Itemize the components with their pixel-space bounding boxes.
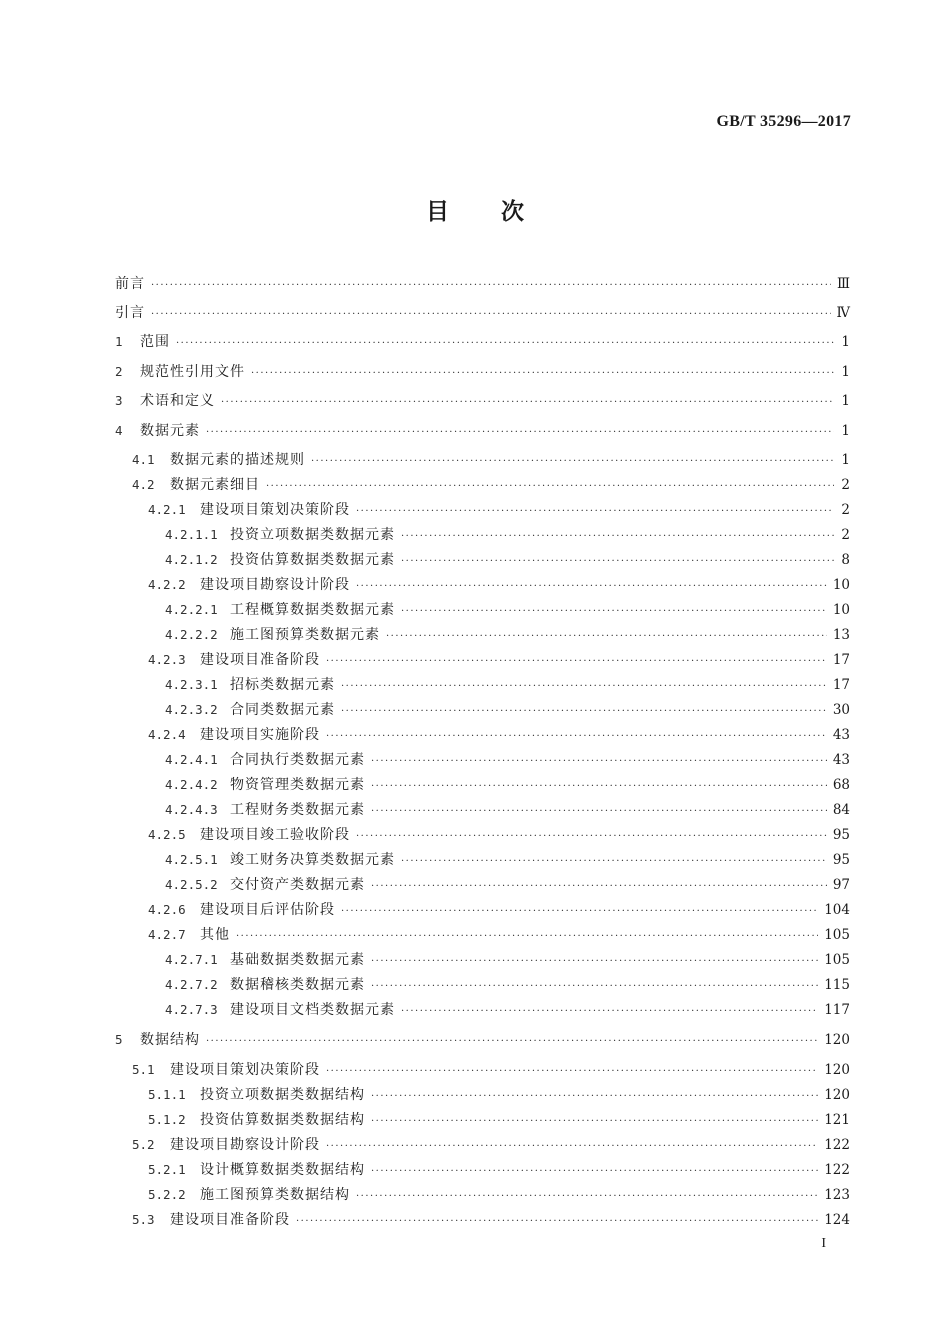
toc-leader-dots bbox=[371, 1086, 818, 1108]
toc-entry[interactable] bbox=[148, 1184, 850, 1206]
toc-entry-number: 5.1 bbox=[132, 1062, 155, 1077]
toc-entry[interactable] bbox=[148, 499, 850, 521]
toc-entry-label: 其他 bbox=[200, 927, 230, 943]
toc-entry[interactable] bbox=[115, 361, 850, 383]
toc-entry-number: 5.2 bbox=[132, 1137, 155, 1152]
toc-entry-page: 120 bbox=[824, 1087, 850, 1103]
toc-entry-label: 施工图预算类数据结构 bbox=[200, 1187, 350, 1203]
toc-entry-label: 工程概算数据类数据元素 bbox=[230, 602, 395, 618]
toc-entry[interactable] bbox=[132, 1134, 850, 1156]
toc-entry-page: 68 bbox=[832, 777, 850, 793]
page-number: I bbox=[821, 1236, 826, 1251]
toc-entry-page: 1 bbox=[841, 364, 850, 380]
toc-entry[interactable] bbox=[115, 331, 850, 353]
toc-entry-label: 规范性引用文件 bbox=[140, 364, 245, 380]
toc-leader-dots bbox=[266, 476, 834, 498]
toc-entry-label: 术语和定义 bbox=[140, 393, 215, 409]
toc-entry[interactable] bbox=[132, 449, 850, 471]
toc-entry-number: 5.1.2 bbox=[148, 1112, 186, 1127]
toc-leader-dots bbox=[151, 275, 831, 297]
toc-entry[interactable] bbox=[165, 974, 850, 996]
toc-entry[interactable] bbox=[115, 1029, 850, 1051]
toc-entry[interactable] bbox=[165, 549, 850, 571]
toc-leader-dots bbox=[176, 333, 834, 355]
toc-entry[interactable] bbox=[165, 674, 850, 696]
toc-entry[interactable] bbox=[165, 599, 850, 621]
toc-entry[interactable] bbox=[115, 302, 850, 324]
toc-entry-page: 2 bbox=[841, 502, 850, 518]
toc-entry-number: 4.2.4.3 bbox=[165, 802, 218, 817]
toc-entry-page: 10 bbox=[832, 577, 850, 593]
toc-entry-label: 投资立项数据类数据元素 bbox=[230, 527, 395, 543]
toc-leader-dots bbox=[371, 801, 827, 823]
toc-leader-dots bbox=[326, 1061, 818, 1083]
toc-entry[interactable] bbox=[148, 924, 850, 946]
toc-leader-dots bbox=[401, 1001, 818, 1023]
toc-entry[interactable] bbox=[148, 824, 850, 846]
toc-leader-dots bbox=[386, 626, 827, 648]
toc-leader-dots bbox=[401, 601, 827, 623]
toc-leader-dots bbox=[356, 501, 834, 523]
standard-code: GB/T 35296—2017 bbox=[716, 113, 851, 130]
toc-entry[interactable] bbox=[165, 624, 850, 646]
toc-entry[interactable] bbox=[148, 1109, 850, 1131]
toc-entry-number: 4.2.7 bbox=[148, 927, 186, 942]
toc-entry-page: 95 bbox=[832, 827, 850, 843]
toc-entry-label: 竣工财务决算类数据元素 bbox=[230, 852, 395, 868]
toc-entry[interactable] bbox=[148, 1159, 850, 1181]
toc-entry-page: 1 bbox=[841, 423, 850, 439]
toc-leader-dots bbox=[311, 451, 834, 473]
toc-entry[interactable] bbox=[165, 699, 850, 721]
toc-entry-label: 数据元素 bbox=[140, 423, 200, 439]
toc-entry-page: 97 bbox=[832, 877, 850, 893]
toc-leader-dots bbox=[341, 676, 827, 698]
toc-entry-page: Ⅲ bbox=[836, 276, 850, 292]
toc-entry-number: 4.2.3.1 bbox=[165, 677, 218, 692]
toc-entry-page: 2 bbox=[841, 477, 850, 493]
toc-entry-page: 17 bbox=[832, 677, 850, 693]
toc-entry-label: 建设项目准备阶段 bbox=[200, 652, 320, 668]
toc-leader-dots bbox=[296, 1211, 818, 1233]
toc-entry[interactable] bbox=[165, 949, 850, 971]
toc-entry-page: 43 bbox=[832, 727, 850, 743]
toc-entry[interactable] bbox=[165, 774, 850, 796]
toc-entry-label: 交付资产类数据元素 bbox=[230, 877, 365, 893]
toc-entry-label: 合同类数据元素 bbox=[230, 702, 335, 718]
toc-entry-page: 104 bbox=[824, 902, 850, 918]
toc-entry-label: 建设项目实施阶段 bbox=[200, 727, 320, 743]
toc-entry-label: 建设项目文档类数据元素 bbox=[230, 1002, 395, 1018]
toc-entry-page: Ⅳ bbox=[836, 305, 850, 321]
toc-leader-dots bbox=[401, 526, 834, 548]
toc-entry-page: 13 bbox=[832, 627, 850, 643]
toc-entry-number: 4.2.7.2 bbox=[165, 977, 218, 992]
toc-entry[interactable] bbox=[165, 749, 850, 771]
toc-entry-label: 合同执行类数据元素 bbox=[230, 752, 365, 768]
toc-entry-number: 4.2.1 bbox=[148, 502, 186, 517]
toc-entry[interactable] bbox=[148, 724, 850, 746]
page-title: 目次 bbox=[426, 199, 576, 225]
toc-entry-number: 4.2.2.1 bbox=[165, 602, 218, 617]
toc-entry-number: 5.3 bbox=[132, 1212, 155, 1227]
toc-entry[interactable] bbox=[115, 390, 850, 412]
toc-entry-number: 4.2.5.2 bbox=[165, 877, 218, 892]
toc-entry[interactable] bbox=[132, 474, 850, 496]
toc-entry-number: 4.2.3 bbox=[148, 652, 186, 667]
toc-entry-number: 4.2.1.1 bbox=[165, 527, 218, 542]
toc-entry-number: 5 bbox=[115, 1032, 123, 1047]
toc-entry-number: 3 bbox=[115, 393, 123, 408]
toc-entry-label: 建设项目后评估阶段 bbox=[200, 902, 335, 918]
toc-leader-dots bbox=[401, 851, 827, 873]
toc-entry[interactable] bbox=[132, 1209, 850, 1231]
toc-entry-number: 4.2.5.1 bbox=[165, 852, 218, 867]
toc-leader-dots bbox=[341, 901, 818, 923]
toc-leader-dots bbox=[236, 926, 818, 948]
toc-entry-number: 5.2.2 bbox=[148, 1187, 186, 1202]
toc-entry-number: 1 bbox=[115, 334, 123, 349]
toc-entry-number: 4.2.4 bbox=[148, 727, 186, 742]
toc-entry-page: 17 bbox=[832, 652, 850, 668]
toc-entry-label: 投资估算数据类数据结构 bbox=[200, 1112, 365, 1128]
toc-entry[interactable] bbox=[148, 899, 850, 921]
toc-entry-page: 43 bbox=[832, 752, 850, 768]
toc-entry-number: 4.2.4.1 bbox=[165, 752, 218, 767]
toc-entry-label: 投资立项数据类数据结构 bbox=[200, 1087, 365, 1103]
toc-entry-page: 1 bbox=[841, 452, 850, 468]
toc-leader-dots bbox=[356, 826, 827, 848]
toc-leader-dots bbox=[371, 951, 818, 973]
toc-entry-label: 建设项目策划决策阶段 bbox=[200, 502, 350, 518]
toc-entry-page: 120 bbox=[824, 1062, 850, 1078]
toc-leader-dots bbox=[326, 726, 827, 748]
toc-entry-label: 基础数据类数据元素 bbox=[230, 952, 365, 968]
toc-leader-dots bbox=[151, 304, 831, 326]
toc-entry[interactable] bbox=[148, 649, 850, 671]
toc-entry-page: 124 bbox=[824, 1212, 850, 1228]
toc-leader-dots bbox=[326, 1136, 818, 1158]
toc-entry-page: 105 bbox=[824, 927, 850, 943]
toc-entry-number: 4.2.2.2 bbox=[165, 627, 218, 642]
toc-entry-number: 4.2.4.2 bbox=[165, 777, 218, 792]
toc-entry-page: 84 bbox=[832, 802, 850, 818]
toc-entry-label: 建设项目勘察设计阶段 bbox=[170, 1137, 320, 1153]
toc-entry-page: 122 bbox=[824, 1162, 850, 1178]
toc-entry-number: 4.2 bbox=[132, 477, 155, 492]
toc-entry-number: 4.2.7.3 bbox=[165, 1002, 218, 1017]
toc-entry-page: 120 bbox=[824, 1032, 850, 1048]
toc-entry-label: 投资估算数据类数据元素 bbox=[230, 552, 395, 568]
toc-entry-number: 4.1 bbox=[132, 452, 155, 467]
toc-entry-label: 数据稽核类数据元素 bbox=[230, 977, 365, 993]
toc-entry-label: 建设项目勘察设计阶段 bbox=[200, 577, 350, 593]
toc-entry-label: 物资管理类数据元素 bbox=[230, 777, 365, 793]
toc-entry-label: 建设项目策划决策阶段 bbox=[170, 1062, 320, 1078]
toc-entry-page: 123 bbox=[824, 1187, 850, 1203]
toc-entry-label: 数据元素的描述规则 bbox=[170, 452, 305, 468]
toc-entry-label: 施工图预算类数据元素 bbox=[230, 627, 380, 643]
toc-entry-label: 范围 bbox=[140, 334, 170, 350]
toc-entry-label: 建设项目竣工验收阶段 bbox=[200, 827, 350, 843]
toc-entry-number: 2 bbox=[115, 364, 123, 379]
toc-entry[interactable] bbox=[132, 1059, 850, 1081]
toc-entry-page: 122 bbox=[824, 1137, 850, 1153]
toc-entry-page: 115 bbox=[824, 977, 850, 993]
toc-entry-number: 4.2.1.2 bbox=[165, 552, 218, 567]
toc-entry-number: 5.2.1 bbox=[148, 1162, 186, 1177]
toc-leader-dots bbox=[371, 1111, 818, 1133]
toc-entry[interactable] bbox=[165, 524, 850, 546]
toc-entry[interactable] bbox=[165, 999, 850, 1021]
toc-entry-number: 4.2.5 bbox=[148, 827, 186, 842]
toc-entry-number: 4.2.7.1 bbox=[165, 952, 218, 967]
toc-leader-dots bbox=[341, 701, 827, 723]
toc-entry-page: 8 bbox=[841, 552, 850, 568]
toc-entry-page: 1 bbox=[841, 334, 850, 350]
toc-leader-dots bbox=[326, 651, 827, 673]
toc-entry-page: 10 bbox=[832, 602, 850, 618]
toc-entry[interactable] bbox=[165, 849, 850, 871]
toc-entry-page: 121 bbox=[824, 1112, 850, 1128]
toc-entry-page: 105 bbox=[824, 952, 850, 968]
toc-leader-dots bbox=[221, 392, 834, 414]
toc-leader-dots bbox=[371, 876, 827, 898]
toc-leader-dots bbox=[371, 976, 818, 998]
toc-entry[interactable] bbox=[148, 574, 850, 596]
toc-entry[interactable] bbox=[148, 1084, 850, 1106]
toc-leader-dots bbox=[371, 751, 827, 773]
toc-entry-label: 设计概算数据类数据结构 bbox=[200, 1162, 365, 1178]
toc-leader-dots bbox=[356, 576, 827, 598]
toc-entry[interactable] bbox=[115, 273, 850, 295]
toc-leader-dots bbox=[206, 1031, 818, 1053]
toc-entry-label: 前言 bbox=[115, 276, 145, 292]
toc-entry[interactable] bbox=[115, 420, 850, 442]
toc-entry-label: 建设项目准备阶段 bbox=[170, 1212, 290, 1228]
toc-leader-dots bbox=[371, 776, 827, 798]
toc-entry-number: 4.2.2 bbox=[148, 577, 186, 592]
toc-entry-label: 数据结构 bbox=[140, 1032, 200, 1048]
toc-entry-page: 95 bbox=[832, 852, 850, 868]
toc-entry[interactable] bbox=[165, 874, 850, 896]
toc-leader-dots bbox=[401, 551, 834, 573]
toc-entry-number: 4.2.6 bbox=[148, 902, 186, 917]
toc-leader-dots bbox=[356, 1186, 818, 1208]
toc-leader-dots bbox=[251, 363, 834, 385]
toc-entry-page: 1 bbox=[841, 393, 850, 409]
toc-entry-number: 4.2.3.2 bbox=[165, 702, 218, 717]
toc-entry-page: 117 bbox=[824, 1002, 850, 1018]
toc-leader-dots bbox=[371, 1161, 818, 1183]
toc-entry-label: 工程财务类数据元素 bbox=[230, 802, 365, 818]
toc-entry-number: 5.1.1 bbox=[148, 1087, 186, 1102]
toc-entry-number: 4 bbox=[115, 423, 123, 438]
toc-entry-label: 招标类数据元素 bbox=[230, 677, 335, 693]
toc-entry[interactable] bbox=[165, 799, 850, 821]
toc-entry-label: 引言 bbox=[115, 305, 145, 321]
toc-entry-page: 2 bbox=[841, 527, 850, 543]
toc-entry-page: 30 bbox=[832, 702, 850, 718]
toc-entry-label: 数据元素细目 bbox=[170, 477, 260, 493]
toc-leader-dots bbox=[206, 422, 834, 444]
